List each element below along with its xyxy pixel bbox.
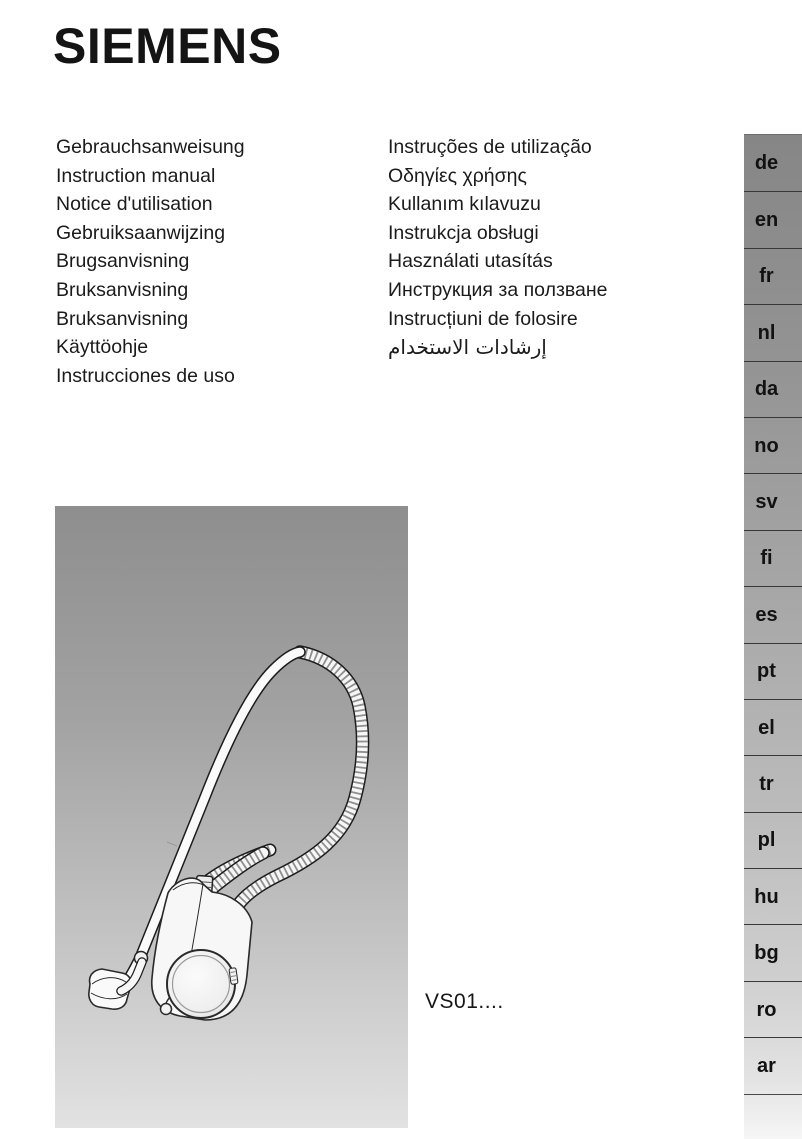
language-title-pt: Instruções de utilização xyxy=(388,136,592,158)
sidebar-tab-sv[interactable] xyxy=(744,473,802,529)
sidebar-tab-fi[interactable] xyxy=(744,530,802,586)
product-illustration xyxy=(55,506,408,1128)
language-title-es: Instrucciones de uso xyxy=(56,364,235,387)
bag-door-lid xyxy=(167,950,235,1018)
language-title-tr: Kullanım kılavuzu xyxy=(388,193,541,216)
language-title-el: Οδηγίες χρήσης xyxy=(388,164,527,187)
lid-latch xyxy=(229,968,238,985)
manual-title-list-left xyxy=(56,133,356,390)
tab-label: da xyxy=(754,378,779,401)
siemens-logo: SIEMENS xyxy=(53,18,282,74)
sidebar-tab-ar[interactable] xyxy=(744,1037,802,1093)
manual-title-list-right xyxy=(388,133,708,362)
model-number: VS01.... xyxy=(425,990,504,1013)
language-title-en: Instruction manual xyxy=(56,164,216,187)
tab-label: es xyxy=(755,603,778,626)
sidebar-tab-nl[interactable] xyxy=(744,304,802,360)
sidebar-tab-fr[interactable] xyxy=(744,248,802,304)
tab-label: el xyxy=(758,716,775,739)
sidebar-tab-bg[interactable] xyxy=(744,924,802,980)
tab-label: pl xyxy=(757,829,776,852)
tab-label: nl xyxy=(757,321,776,344)
sidebar-tab-pt[interactable] xyxy=(744,643,802,699)
sidebar-tab-el[interactable] xyxy=(744,699,802,755)
language-title-nl: Gebruiksaanwijzing xyxy=(56,221,226,244)
tab-label: fr xyxy=(759,265,774,288)
language-title-fr: Notice d'utilisation xyxy=(56,193,213,216)
tab-label: hu xyxy=(754,885,779,908)
language-title-da: Brugsanvisning xyxy=(56,250,190,273)
language-title-ar: إرشادات الاستخدام xyxy=(388,335,547,360)
language-title-de: Gebrauchsanweisung xyxy=(56,136,245,158)
language-tab-strip xyxy=(744,134,802,1139)
sidebar-tab-es[interactable] xyxy=(744,586,802,642)
language-title-pl: Instrukcja obsługi xyxy=(388,221,539,244)
tab-strip-fade xyxy=(744,1094,802,1139)
sidebar-tab-hu[interactable] xyxy=(744,868,802,924)
tab-label: ar xyxy=(757,1054,776,1077)
tab-label: de xyxy=(754,152,779,175)
language-title-sv: Bruksanvisning xyxy=(56,307,189,330)
language-title-bg: Инструкция за ползване xyxy=(388,278,608,301)
sidebar-tab-ro[interactable] xyxy=(744,981,802,1037)
tab-label: sv xyxy=(755,491,778,514)
tab-label: tr xyxy=(759,772,774,795)
sidebar-tab-tr[interactable] xyxy=(744,755,802,811)
language-title-hu: Használati utasítás xyxy=(388,250,553,273)
sidebar-tab-en[interactable] xyxy=(744,191,802,247)
sidebar-tab-da[interactable] xyxy=(744,361,802,417)
language-title-ro: Instrucțiuni de folosire xyxy=(388,307,578,330)
canister-vacuum-illustration xyxy=(55,506,408,1128)
sidebar-tab-de[interactable] xyxy=(744,135,802,191)
tab-label: bg xyxy=(754,942,779,965)
sidebar-tab-no[interactable] xyxy=(744,417,802,473)
caster-wheel xyxy=(161,1004,172,1015)
language-title-fi: Käyttöohje xyxy=(56,336,149,359)
language-title-no: Bruksanvisning xyxy=(56,278,189,301)
tab-label: no xyxy=(754,434,779,457)
sidebar-tab-pl[interactable] xyxy=(744,812,802,868)
tab-label: fi xyxy=(760,547,773,570)
tab-label: pt xyxy=(757,660,776,683)
tab-label: ro xyxy=(756,998,777,1021)
tab-label: en xyxy=(754,209,779,232)
